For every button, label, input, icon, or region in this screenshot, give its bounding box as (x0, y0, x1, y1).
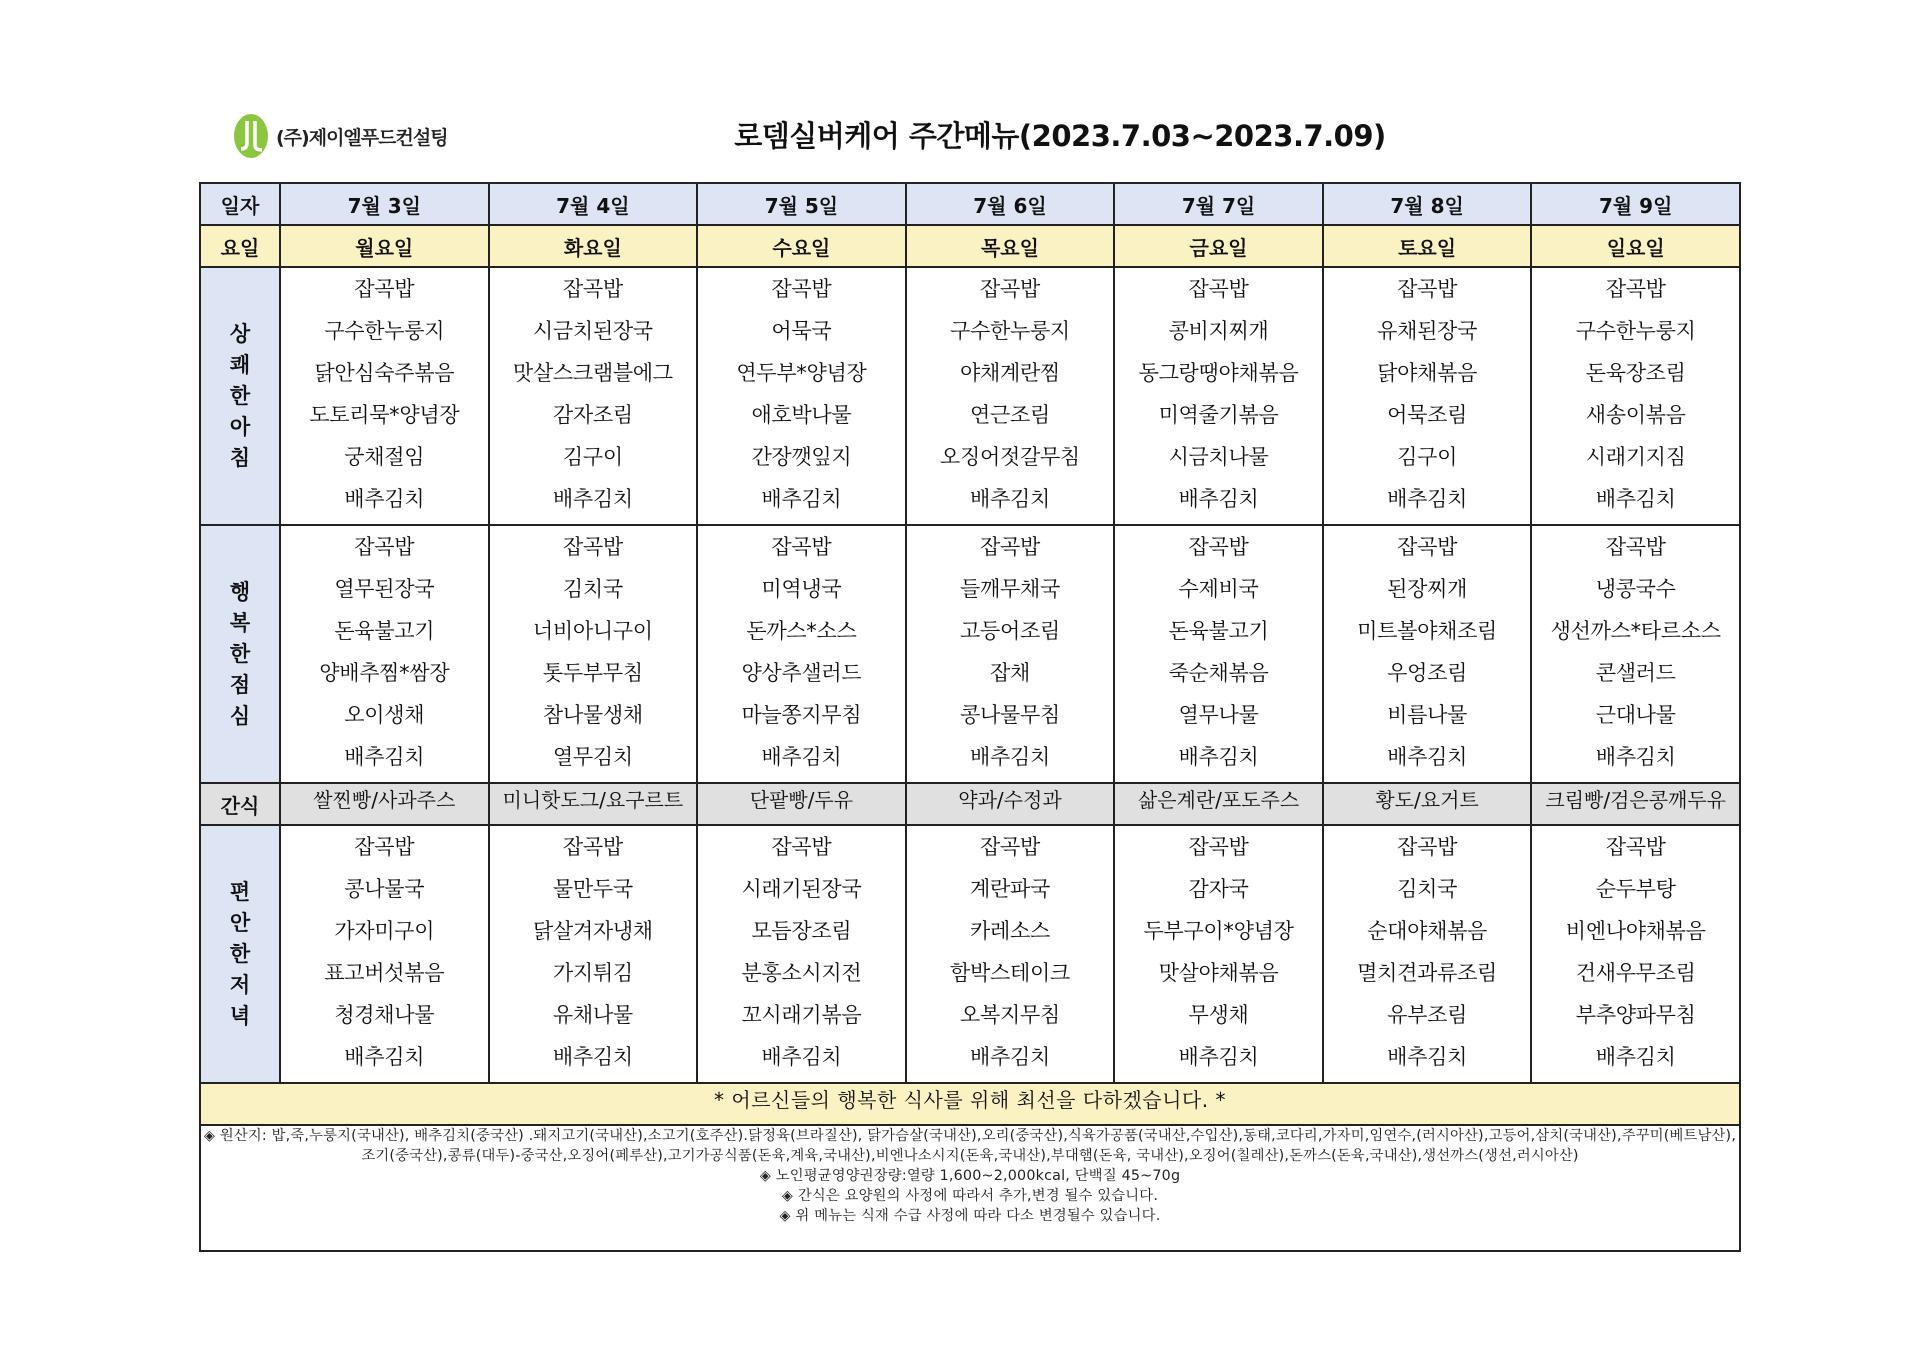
menu-item: 유채나물 (552, 1003, 633, 1027)
menu-item: 동그랑땡야채볶음 (1138, 361, 1299, 385)
menu-item: 된장찌개 (1387, 577, 1468, 601)
menu-item: 닭안심숙주볶음 (314, 361, 455, 385)
dinner-menu-cell (489, 825, 698, 1083)
lunch-menu-cell (280, 525, 489, 783)
menu-item: 모듬장조림 (751, 919, 852, 943)
menu-item: 배추김치 (1387, 487, 1468, 511)
lunch-label-text: 행복한점심 (229, 579, 251, 728)
breakfast-menu-cell (489, 267, 698, 525)
menu-item: 시금치된장국 (532, 319, 653, 343)
menu-item: 잡곡밥 (1605, 835, 1666, 859)
menu-item: 부추양파무침 (1575, 1003, 1696, 1027)
weekday-cell: 금요일 (1114, 225, 1323, 267)
snack-label: 간식 (200, 783, 280, 825)
menu-item: 돈육불고기 (334, 619, 435, 643)
footnote-row (200, 1125, 1740, 1251)
footnote: ◈ 위 메뉴는 식재 수급 사정에 따라 다소 변경될수 있습니다. (779, 1208, 1161, 1224)
lunch-menu-cell (1323, 525, 1532, 783)
weekday-cell: 화요일 (489, 225, 698, 267)
menu-item: 미역냉국 (761, 577, 842, 601)
menu-item: 미트볼야채조림 (1357, 619, 1498, 643)
menu-item: 잡곡밥 (1188, 535, 1249, 559)
weekday-cell: 토요일 (1323, 225, 1532, 267)
menu-item: 간장깻잎지 (751, 445, 852, 469)
footnote-cell (200, 1125, 1740, 1251)
menu-item: 잡곡밥 (562, 835, 623, 859)
menu-item: 잡곡밥 (979, 277, 1040, 301)
footnote: ◈ 간식은 요양원의 사정에 따라서 추가,변경 될수 있습니다. (781, 1188, 1159, 1204)
breakfast-menu-cell (697, 267, 906, 525)
lunch-menu-cell (1114, 525, 1323, 783)
menu-item: 양배추찜*쌈장 (319, 661, 450, 685)
breakfast-label (200, 267, 280, 525)
menu-item: 잡곡밥 (771, 535, 832, 559)
menu-item: 배추김치 (1178, 1045, 1259, 1069)
menu-item: 물만두국 (552, 877, 633, 901)
breakfast-menu-cell (1323, 267, 1532, 525)
menu-item: 배추김치 (552, 487, 633, 511)
menu-item: 김치국 (1397, 877, 1458, 901)
snack-cell: 약과/수정과 (906, 783, 1115, 825)
date-cell: 7월 4일 (489, 183, 698, 225)
menu-item: 생선까스*타르소스 (1550, 619, 1721, 643)
menu-item: 건새우무조림 (1575, 961, 1696, 985)
menu-item: 잡곡밥 (354, 835, 415, 859)
breakfast-label-text: 상쾌한아침 (229, 321, 251, 470)
menu-item-list (907, 526, 1114, 782)
snack-cell: 황도/요거트 (1323, 783, 1532, 825)
menu-item-list (1532, 826, 1739, 1082)
menu-item: 잡곡밥 (771, 835, 832, 859)
menu-item-list (1324, 826, 1531, 1082)
menu-item: 김구이 (1397, 445, 1458, 469)
dinner-row (200, 825, 1740, 1083)
menu-item: 시래기된장국 (741, 877, 862, 901)
menu-item: 카레소스 (969, 919, 1050, 943)
date-cell: 7월 9일 (1531, 183, 1740, 225)
menu-item: 연두부*양념장 (736, 361, 867, 385)
menu-item: 잡곡밥 (1188, 277, 1249, 301)
menu-item: 배추김치 (761, 487, 842, 511)
menu-item: 잡곡밥 (1605, 277, 1666, 301)
menu-item: 잡곡밥 (1605, 535, 1666, 559)
menu-item: 오이생채 (344, 703, 425, 727)
date-cell: 7월 3일 (280, 183, 489, 225)
menu-item: 순대야채볶음 (1367, 919, 1488, 943)
menu-item-list (1115, 268, 1322, 524)
menu-item: 비름나물 (1387, 703, 1468, 727)
menu-item: 김구이 (562, 445, 623, 469)
menu-item: 도토리묵*양념장 (309, 403, 460, 427)
snack-cell: 미니핫도그/요구르트 (489, 783, 698, 825)
menu-item: 새송이볶음 (1585, 403, 1686, 427)
dinner-menu-cell (1531, 825, 1740, 1083)
menu-item: 냉콩국수 (1595, 577, 1676, 601)
menu-item: 오징어젓갈무침 (940, 445, 1080, 469)
menu-item-list (1324, 526, 1531, 782)
weekly-menu-table (199, 182, 1741, 1252)
lunch-menu-cell (1531, 525, 1740, 783)
menu-item: 수제비국 (1178, 577, 1259, 601)
menu-item: 잡채 (989, 661, 1030, 685)
menu-item: 청경채나물 (334, 1003, 435, 1027)
menu-item: 유채된장국 (1377, 319, 1478, 343)
menu-item: 야채계란찜 (960, 361, 1060, 385)
weekday-row (200, 225, 1740, 267)
menu-item: 배추김치 (761, 745, 842, 769)
menu-item-list (281, 268, 488, 524)
date-row (200, 183, 1740, 225)
date-cell: 7월 6일 (906, 183, 1115, 225)
menu-item: 맛살스크램블에그 (512, 361, 673, 385)
menu-item: 배추김치 (1595, 487, 1676, 511)
menu-item-list (907, 826, 1114, 1082)
menu-item: 잡곡밥 (562, 535, 623, 559)
breakfast-row (200, 267, 1740, 525)
weekday-cell: 목요일 (906, 225, 1115, 267)
menu-item-list (698, 526, 905, 782)
menu-item: 잡곡밥 (1397, 277, 1458, 301)
menu-item: 콩나물무침 (960, 703, 1060, 727)
menu-item: 배추김치 (1178, 487, 1259, 511)
notice-row (200, 1083, 1740, 1125)
menu-item-list (490, 268, 697, 524)
menu-item: 감자국 (1188, 877, 1249, 901)
menu-item: 어묵국 (771, 319, 832, 343)
menu-item: 표고버섯볶음 (324, 961, 445, 985)
menu-item-list (907, 268, 1114, 524)
dinner-label (200, 825, 280, 1083)
lunch-menu-cell (489, 525, 698, 783)
menu-item: 무생채 (1188, 1003, 1249, 1027)
menu-item: 톳두부무침 (542, 661, 643, 685)
menu-item: 배추김치 (1178, 745, 1259, 769)
menu-item: 배추김치 (1595, 1045, 1676, 1069)
menu-item: 들깨무채국 (960, 577, 1060, 601)
menu-item: 배추김치 (761, 1045, 842, 1069)
dinner-menu-cell (1323, 825, 1532, 1083)
menu-item: 돈육불고기 (1168, 619, 1269, 643)
weekday-cell: 수요일 (697, 225, 906, 267)
menu-item: 열무나물 (1178, 703, 1259, 727)
menu-item: 두부구이*양념장 (1143, 919, 1294, 943)
menu-item: 유부조림 (1387, 1003, 1468, 1027)
menu-item: 어묵조림 (1387, 403, 1468, 427)
menu-item: 배추김치 (552, 1045, 633, 1069)
menu-item: 배추김치 (969, 1045, 1050, 1069)
menu-item: 시금치나물 (1168, 445, 1269, 469)
menu-item: 배추김치 (344, 487, 425, 511)
menu-item: 근대나물 (1595, 703, 1676, 727)
menu-item: 궁채절임 (344, 445, 425, 469)
menu-item: 배추김치 (1595, 745, 1676, 769)
weekday-cell: 월요일 (280, 225, 489, 267)
menu-item: 열무김치 (552, 745, 633, 769)
snack-cell: 쌀찐빵/사과주스 (280, 783, 489, 825)
menu-item: 돈까스*소스 (746, 619, 857, 643)
menu-item: 시래기지짐 (1585, 445, 1686, 469)
menu-item: 닭야채볶음 (1377, 361, 1478, 385)
menu-item-list (281, 526, 488, 782)
menu-item: 고등어조림 (960, 619, 1060, 643)
snack-cell: 크림빵/검은콩깨두유 (1531, 783, 1740, 825)
menu-item-list (1532, 268, 1739, 524)
menu-item: 미역줄기볶음 (1158, 403, 1279, 427)
menu-item-list (1324, 268, 1531, 524)
menu-item: 함박스테이크 (950, 961, 1070, 985)
menu-item: 잡곡밥 (771, 277, 832, 301)
weekday-cell: 일요일 (1531, 225, 1740, 267)
menu-item: 우엉조림 (1387, 661, 1468, 685)
menu-item-list (490, 826, 697, 1082)
date-cell: 7월 5일 (697, 183, 906, 225)
weekday-label: 요일 (200, 225, 280, 267)
menu-item: 너비아니구이 (532, 619, 653, 643)
footnote: ◈ 원산지: 밥,죽,누룽지(국내산), 배추김치(중국산) .돼지고기(국내산),소고기(호주산).닭정육(브라질산), 닭가슴살(국내산),오리(중국산),식육가공품(국내산,수입산),동태,코다리,가자미,임연수,(러시아산),고등어,삼치(국내산),주꾸미(베트남산),조기(중국산),콩류(대두)-중국산,오징어(페루산),고기가공식품(돈육,계육,국내산),비엔나소시지(돈육,국내산),부대햄(돈육, 국내산),오징어(칠레산),돈까스(돈육,국내산),생선까스(생선,러시아산) (203, 1128, 1737, 1164)
menu-item: 잡곡밥 (354, 277, 415, 301)
menu-item: 잡곡밥 (979, 535, 1040, 559)
menu-item: 잡곡밥 (354, 535, 415, 559)
menu-item: 구수한누룽지 (950, 319, 1070, 343)
breakfast-menu-cell (906, 267, 1115, 525)
dinner-menu-cell (1114, 825, 1323, 1083)
dinner-menu-cell (280, 825, 489, 1083)
menu-item: 닭살겨자냉채 (532, 919, 653, 943)
menu-item: 잡곡밥 (1188, 835, 1249, 859)
menu-item-list (1532, 526, 1739, 782)
menu-item-list (1115, 826, 1322, 1082)
menu-item: 잡곡밥 (1397, 835, 1458, 859)
snack-cell: 단팥빵/두유 (697, 783, 906, 825)
lunch-label (200, 525, 280, 783)
menu-item: 오복지무침 (960, 1003, 1060, 1027)
menu-item: 열무된장국 (334, 577, 435, 601)
dinner-menu-cell (906, 825, 1115, 1083)
menu-item: 배추김치 (344, 1045, 425, 1069)
menu-item-list (698, 826, 905, 1082)
footnote: ◈ 노인평균영양권장량:열량 1,600~2,000kcal, 단백질 45~70g (759, 1168, 1181, 1184)
menu-item: 배추김치 (969, 487, 1050, 511)
menu-item: 꼬시래기볶음 (741, 1003, 862, 1027)
menu-item: 멸치견과류조림 (1357, 961, 1498, 985)
menu-item: 배추김치 (1387, 1045, 1468, 1069)
menu-item: 가지튀김 (552, 961, 633, 985)
snack-row (200, 783, 1740, 825)
menu-item: 마늘쫑지무침 (741, 703, 862, 727)
menu-item: 잡곡밥 (979, 835, 1040, 859)
dinner-menu-cell (697, 825, 906, 1083)
date-cell: 7월 8일 (1323, 183, 1532, 225)
lunch-menu-cell (697, 525, 906, 783)
menu-item: 맛살야채볶음 (1158, 961, 1279, 985)
menu-item-list (281, 826, 488, 1082)
snack-cell: 삶은계란/포도주스 (1114, 783, 1323, 825)
menu-item: 콩나물국 (344, 877, 425, 901)
menu-item: 비엔나야채볶음 (1565, 919, 1706, 943)
menu-item: 양상추샐러드 (741, 661, 862, 685)
menu-item: 구수한누룽지 (1575, 319, 1696, 343)
lunch-menu-cell (906, 525, 1115, 783)
menu-item: 콩비지찌개 (1168, 319, 1269, 343)
menu-item: 배추김치 (969, 745, 1050, 769)
menu-item: 참나물생채 (542, 703, 643, 727)
menu-item: 콘샐러드 (1595, 661, 1676, 685)
menu-item: 잡곡밥 (562, 277, 623, 301)
menu-item: 감자조림 (552, 403, 633, 427)
menu-item: 배추김치 (344, 745, 425, 769)
menu-item: 계란파국 (969, 877, 1050, 901)
menu-item-list (1115, 526, 1322, 782)
menu-item: 김치국 (562, 577, 623, 601)
page-title: 로뎀실버케어 주간메뉴(2023.7.03~2023.7.09) (734, 119, 1386, 153)
menu-item: 구수한누룽지 (324, 319, 445, 343)
company-logo-icon (232, 112, 270, 160)
menu-item: 돈육장조림 (1585, 361, 1686, 385)
menu-item: 순두부탕 (1595, 877, 1676, 901)
menu-item: 배추김치 (1387, 745, 1468, 769)
date-cell: 7월 7일 (1114, 183, 1323, 225)
menu-item: 애호박나물 (751, 403, 852, 427)
notice-text: * 어르신들의 행복한 식사를 위해 최선을 다하겠습니다. * (200, 1083, 1740, 1125)
company-name: (주)제이엘푸드컨설팅 (276, 126, 448, 149)
breakfast-menu-cell (1531, 267, 1740, 525)
breakfast-menu-cell (1114, 267, 1323, 525)
dinner-label-text: 편안한저녁 (229, 879, 251, 1028)
menu-item-list (490, 526, 697, 782)
menu-item-list (698, 268, 905, 524)
menu-item: 가자미구이 (334, 919, 435, 943)
date-label: 일자 (200, 183, 280, 225)
menu-item: 연근조림 (969, 403, 1050, 427)
menu-item: 죽순채볶음 (1168, 661, 1269, 685)
menu-item: 잡곡밥 (1397, 535, 1458, 559)
company-logo (232, 112, 448, 160)
lunch-row (200, 525, 1740, 783)
menu-item: 분홍소시지전 (741, 961, 862, 985)
breakfast-menu-cell (280, 267, 489, 525)
